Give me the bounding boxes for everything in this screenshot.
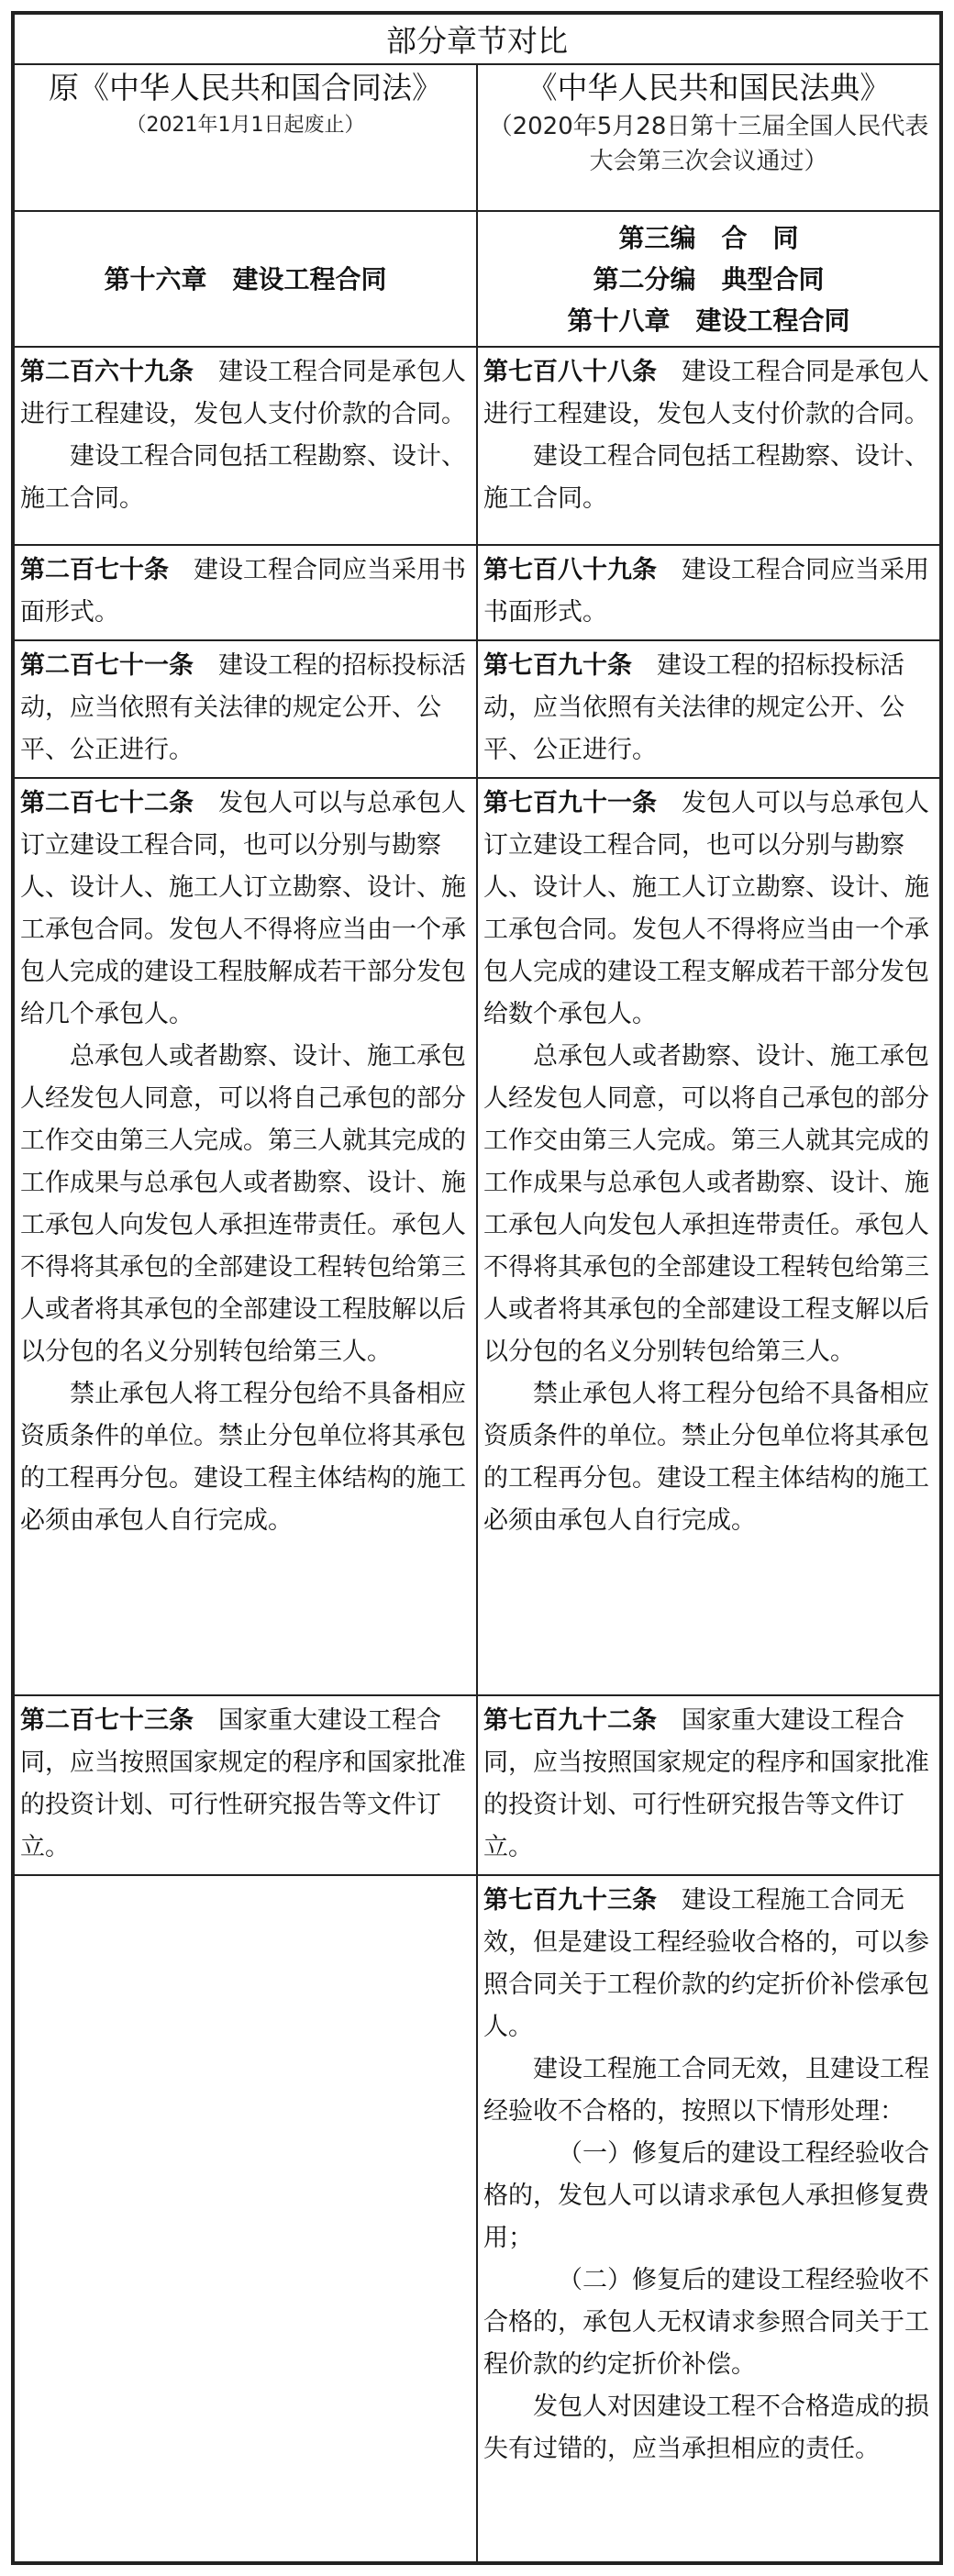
old-law-header bbox=[14, 64, 477, 211]
old-article-cell-empty bbox=[14, 1875, 477, 2562]
old-article-cell bbox=[14, 640, 477, 778]
article-text: 建设工程合同应当采用书面形式。 bbox=[20, 556, 466, 627]
new-article-cell bbox=[477, 545, 940, 640]
article-text: 发包人可以与总承包人订立建设工程合同，也可以分别与勘察人、设计人、施工人订立勘察、设计、施工承包合同。发包人不得将应当由一个承包人完成的建设工程支解成若干部分发包给数个承包人。 bbox=[483, 789, 929, 1028]
new-article-cell bbox=[477, 1875, 940, 2562]
article-text: 建设工程合同应当采用书面形式。 bbox=[483, 556, 929, 627]
new-law-name: 《中华人民共和国民法典》 bbox=[527, 70, 891, 105]
article-row bbox=[14, 640, 940, 778]
article-number: 第七百八十九条 bbox=[483, 556, 657, 584]
article-list-item: （二）修复后的建设工程经验收不合格的，承包人无权请求参照合同关于工程价款的约定折价补偿。 bbox=[483, 2266, 929, 2379]
chapter-row bbox=[14, 211, 940, 347]
article-number: 第二百七十二条 bbox=[20, 789, 194, 817]
table-title: 部分章节对比 bbox=[14, 14, 940, 64]
article-row bbox=[14, 778, 940, 1695]
article-list-item: （一）修复后的建设工程经验收合格的，发包人可以请求承包人承担修复费用； bbox=[483, 2139, 929, 2252]
new-article-cell bbox=[477, 347, 940, 545]
old-law-chapter: 第十六章 建设工程合同 bbox=[14, 211, 477, 347]
old-article-cell bbox=[14, 1695, 477, 1875]
old-article-cell bbox=[14, 545, 477, 640]
article-number: 第二百七十三条 bbox=[20, 1706, 194, 1735]
article-number: 第二百七十条 bbox=[20, 556, 169, 584]
new-law-chapter bbox=[477, 211, 940, 347]
old-law-name: 原《中华人民共和国合同法》 bbox=[49, 70, 442, 105]
comparison-document bbox=[11, 11, 943, 2565]
old-article-cell bbox=[14, 347, 477, 545]
law-header-row bbox=[14, 64, 940, 211]
article-row bbox=[14, 1695, 940, 1875]
old-article-cell bbox=[14, 778, 477, 1695]
article-text: 国家重大建设工程合同，应当按照国家规定的程序和国家批准的投资计划、可行性研究报告等文件订立。 bbox=[483, 1706, 929, 1861]
comparison-table bbox=[13, 13, 941, 2563]
new-law-chapter-title: 第十八章 建设工程合同 bbox=[567, 305, 850, 336]
new-law-header bbox=[477, 64, 940, 211]
article-number: 第二百六十九条 bbox=[20, 358, 194, 386]
article-number: 第二百七十一条 bbox=[20, 651, 194, 680]
article-text: 国家重大建设工程合同，应当按照国家规定的程序和国家批准的投资计划、可行性研究报告等文件订立。 bbox=[20, 1706, 466, 1861]
article-number: 第七百八十八条 bbox=[483, 358, 657, 386]
article-text: 建设工程的招标投标活动，应当依照有关法律的规定公开、公平、公正进行。 bbox=[483, 651, 904, 764]
article-text: 建设工程合同是承包人进行工程建设，发包人支付价款的合同。 bbox=[483, 358, 929, 428]
article-number: 第七百九十条 bbox=[483, 651, 632, 680]
article-paragraph: 总承包人或者勘察、设计、施工承包人经发包人同意，可以将自己承包的部分工作交由第三人完成。第三人就其完成的工作成果与总承包人或者勘察、设计、施工承包人向发包人承担连带责任。承包人不得将其承包的全部建设工程转包给第三人或者将其承包的全部建设工程肢解以后以分包的名义分别转包给第三人。 bbox=[20, 1042, 466, 1366]
article-paragraph: 发包人对因建设工程不合格造成的损失有过错的，应当承担相应的责任。 bbox=[483, 2393, 929, 2463]
article-paragraph: 建设工程施工合同无效，且建设工程经验收不合格的，按照以下情形处理： bbox=[483, 2055, 929, 2126]
new-article-cell bbox=[477, 640, 940, 778]
article-number: 第七百九十一条 bbox=[483, 789, 657, 817]
article-paragraph: 禁止承包人将工程分包给不具备相应资质条件的单位。禁止分包单位将其承包的工程再分包。建设工程主体结构的施工必须由承包人自行完成。 bbox=[20, 1380, 466, 1535]
new-law-part: 第三编 合 同 bbox=[618, 222, 799, 253]
article-number: 第七百九十二条 bbox=[483, 1706, 657, 1735]
article-row bbox=[14, 545, 940, 640]
article-text: 建设工程合同是承包人进行工程建设，发包人支付价款的合同。 bbox=[20, 358, 466, 428]
new-law-subpart: 第二分编 典型合同 bbox=[593, 263, 825, 294]
title-row bbox=[14, 14, 940, 64]
article-text: 建设工程施工合同无效，但是建设工程经验收合格的，可以参照合同关于工程价款的约定折价补偿承包人。 bbox=[483, 1886, 929, 2041]
article-paragraph: 建设工程合同包括工程勘察、设计、施工合同。 bbox=[20, 442, 466, 513]
article-row bbox=[14, 1875, 940, 2562]
article-row bbox=[14, 347, 940, 545]
article-paragraph: 建设工程合同包括工程勘察、设计、施工合同。 bbox=[483, 442, 929, 513]
article-paragraph: 禁止承包人将工程分包给不具备相应资质条件的单位。禁止分包单位将其承包的工程再分包。建设工程主体结构的施工必须由承包人自行完成。 bbox=[483, 1380, 929, 1535]
article-paragraph: 总承包人或者勘察、设计、施工承包人经发包人同意，可以将自己承包的部分工作交由第三人完成。第三人就其完成的工作成果与总承包人或者勘察、设计、施工承包人向发包人承担连带责任。承包人不得将其承包的全部建设工程转包给第三人或者将其承包的全部建设工程支解以后以分包的名义分别转包给第三人。 bbox=[483, 1042, 929, 1366]
old-law-note: （2021年1月1日起废止） bbox=[126, 114, 365, 137]
new-article-cell bbox=[477, 778, 940, 1695]
article-text: 发包人可以与总承包人订立建设工程合同，也可以分别与勘察人、设计人、施工人订立勘察、设计、施工承包合同。发包人不得将应当由一个承包人完成的建设工程肢解成若干部分发包给几个承包人。 bbox=[20, 789, 466, 1028]
article-number: 第七百九十三条 bbox=[483, 1886, 657, 1915]
new-law-note: （2020年5月28日第十三届全国人民代表大会第三次会议通过） bbox=[488, 113, 929, 175]
new-article-cell bbox=[477, 1695, 940, 1875]
article-text: 建设工程的招标投标活动，应当依照有关法律的规定公开、公平、公正进行。 bbox=[20, 651, 466, 764]
